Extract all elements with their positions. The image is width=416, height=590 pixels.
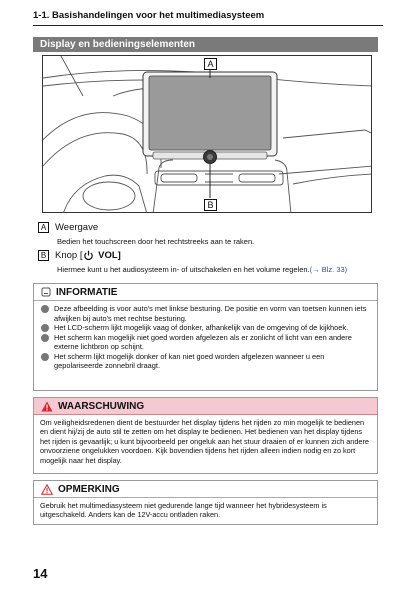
information-bullet: Deze afbeelding is voor auto's met linkse besturing. De positie en vorm van toetsen kunnen iets afwijken bij auto's met rechtse besturing.: [41, 304, 371, 323]
warning-triangle-icon: [41, 401, 53, 412]
page-number: 14: [33, 566, 48, 581]
notice-text: Gebruik het multimediasysteem niet gedurende lange tijd wanneer het hybridesysteem is uitgeschakeld. Anders kan de 12V-accu ontladen raken.: [40, 501, 327, 520]
item-title-weergave: Weergave: [55, 222, 99, 233]
info-note-icon: [41, 287, 51, 297]
warning-heading: WAARSCHUWING: [58, 401, 145, 413]
callout-label-a: A: [204, 58, 217, 70]
warning-text: Om veiligheidsredenen dient de bestuurder het display tijdens het rijden zo min mogelijk te bedienen en dient hij/zij de auto stil te zetten om het display te bedienen. Het bedienen van het display tijdens het rijden is gevaarlijk; u kunt bijvoorbeeld per ongeluk aan het stuur draaien of er kunnen zich andere onvoorziene ongelukken voordoen. Kijk bovendien tijdens het rijden alleen indien nodig en zo kort mogelijk naar het display.: [40, 418, 369, 465]
information-box: [33, 283, 378, 391]
notice-heading: OPMERKING: [58, 484, 120, 496]
warning-header: [34, 398, 377, 415]
dashboard-illustration: [42, 55, 372, 213]
callout-label-b: B: [204, 199, 217, 211]
caution-triangle-icon: [41, 484, 53, 495]
item-knop-vol: [38, 250, 121, 261]
bullet-dot-icon: [41, 353, 49, 361]
information-list: [34, 301, 377, 371]
item-desc-knop-text: Hiermee kunt u het audiosysteem in- of uitschakelen en het volume regelen.: [57, 265, 310, 274]
bullet-dot-icon: [41, 305, 49, 313]
power-icon: [83, 250, 94, 261]
information-header: [34, 284, 377, 301]
bullet-dot-icon: [41, 334, 49, 342]
item-letter-b: B: [38, 250, 49, 261]
notice-box: [33, 480, 378, 525]
section-title: Display en bedieningselementen: [33, 37, 378, 52]
page-link-33[interactable]: (→ Blz. 33): [309, 265, 348, 274]
item-letter-a: A: [38, 222, 49, 233]
notice-header: [34, 481, 377, 498]
information-bullet: Het scherm lijkt mogelijk donker of kan niet goed worden afgelezen wanneer u een gepolariseerde zonnebril draagt.: [41, 352, 371, 371]
item-title-prefix: Knop [: [55, 250, 83, 261]
information-bullet: Het scherm kan mogelijk niet goed worden afgelezen als er zonlicht of licht van een andere externe lichtbron op schijnt.: [41, 333, 371, 352]
chapter-title: 1-1. Basishandelingen voor het multimediasysteem: [33, 10, 265, 21]
item-weergave: [38, 222, 98, 233]
item-desc-knop: [57, 265, 347, 274]
header-rule: [33, 25, 383, 26]
information-heading: INFORMATIE: [56, 287, 118, 298]
item-title-suffix: VOL]: [95, 250, 121, 261]
item-desc-weergave: Bedien het touchscreen door het rechtstreeks aan te raken.: [57, 237, 255, 246]
dashboard-drawing: [43, 56, 372, 213]
information-bullet: Het LCD-scherm lijkt mogelijk vaag of donker, afhankelijk van de omgeving of de kijkhoek.: [41, 323, 371, 333]
warning-box: [33, 397, 378, 474]
bullet-dot-icon: [41, 324, 49, 332]
